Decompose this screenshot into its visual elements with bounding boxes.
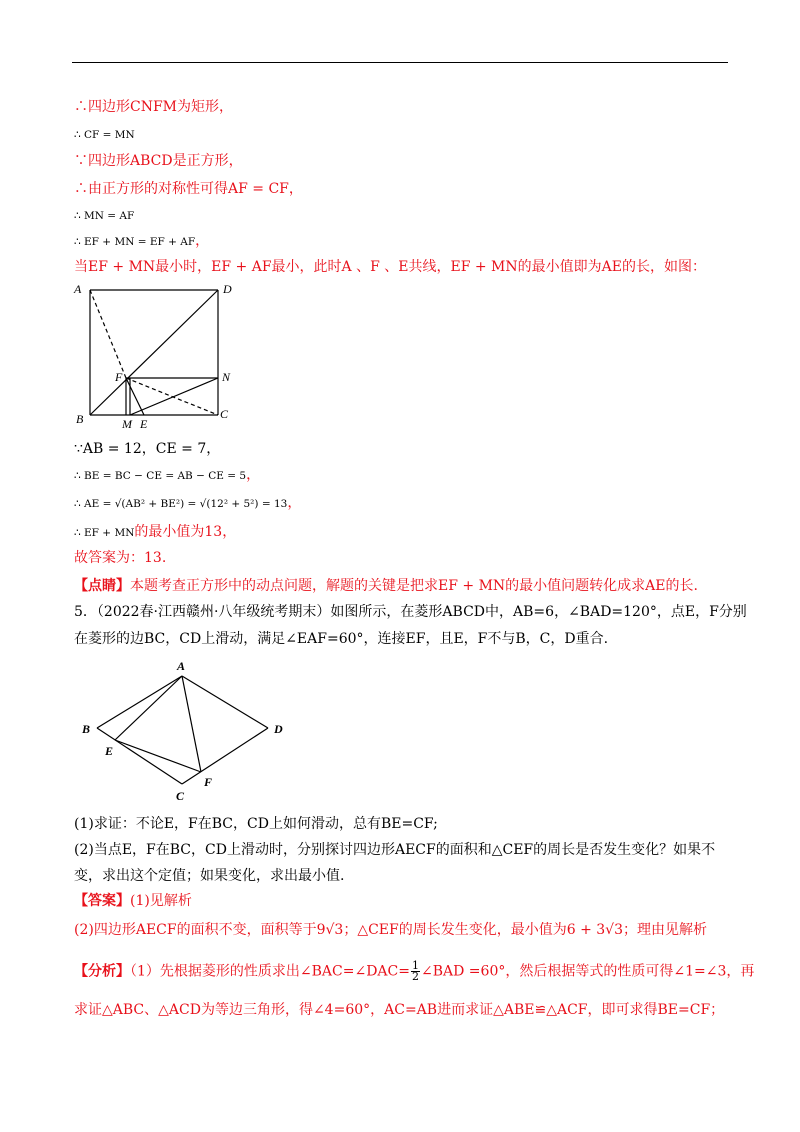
rhombus-label-A: A <box>177 659 186 673</box>
header-rule <box>72 62 728 63</box>
analysis-line2: 求证△ABC、△ACD为等边三角形，得∠4=60°，AC=AB进而求证△ABE≌△ACF，即可求得BE=CF； <box>74 1002 725 1018</box>
line-ae <box>74 494 301 513</box>
label-M: M <box>122 417 132 430</box>
line-symmetry: ∴由正方形的对称性可得AF = CF， <box>74 181 303 197</box>
rhombus-label-C: C <box>176 789 185 803</box>
rhombus-label-E: E <box>105 744 114 758</box>
line-mn-af: ∴ MN = AF <box>74 210 135 222</box>
label-A: A <box>74 282 82 296</box>
rhombus-label-B: B <box>82 722 91 736</box>
line-given-values: ∵AB = 12，CE = 7， <box>74 441 221 457</box>
fraction-denominator: 2 <box>412 970 419 983</box>
dianjing-tag: 【点睛】 <box>74 578 130 594</box>
analysis-tag: 【分析】 <box>74 963 130 980</box>
square-figure <box>70 280 240 430</box>
analysis-line1 <box>74 961 754 982</box>
line-be <box>74 466 260 485</box>
line-square: ∵四边形ABCD是正方形， <box>74 153 243 169</box>
line-rectangle: ∴四边形CNFM为矩形， <box>74 99 234 115</box>
label-F: F <box>115 370 123 384</box>
problem-5-line1: 5．（2022春·江西赣州·八年级统考期末）如图所示，在菱形ABCD中，AB=6，∠BAD=120°，点E，F分别 <box>74 604 747 620</box>
label-D: D <box>223 282 232 296</box>
question-1: (1)求证：不论E，F在BC，CD上如何滑动，总有BE=CF; <box>74 816 438 832</box>
answer-line <box>74 892 192 910</box>
fraction-numerator: 1 <box>412 959 419 972</box>
line-minimum-condition: 当EF + MN最小时，EF + AF最小，此时A 、F 、E共线，EF + MN的最小值即为AE的长，如图： <box>74 259 706 275</box>
line-cf-mn: ∴ CF = MN <box>74 129 135 141</box>
answer-part-1: (1)见解析 <box>130 893 192 909</box>
answer-part-2: (2)四边形AECF的面积不变，面积等于9√3；△CEF的周长发生变化，最小值为6 + 3√3；理由见解析 <box>74 922 708 938</box>
question-2-line1: (2)当点E，F在BC，CD上滑动时，分别探讨四边形AECF的面积和△CEF的周长是否发生变化？如果不 <box>74 842 716 858</box>
rhombus-figure <box>78 656 298 806</box>
line-be-punct: ， <box>246 467 261 483</box>
analysis-text-a: （1）先根据菱形的性质求出∠BAC=∠DAC= <box>130 963 410 980</box>
line-sum-equal <box>74 232 209 251</box>
line-be-math: ∴ BE = BC − CE = AB − CE = 5 <box>74 470 247 482</box>
line-ae-math: ∴ AE = √(AB² + BE²) = √(12² + 5²) = 13 <box>74 498 288 510</box>
half-fraction <box>411 961 420 982</box>
line-ae-punct: ， <box>287 495 302 511</box>
dianjing-text: 本题考查正方形中的动点问题，解题的关键是把求EF + MN的最小值问题转化成求AE的长. <box>130 578 698 594</box>
label-E: E <box>140 417 148 430</box>
label-B: B <box>76 412 84 426</box>
line-dianjing <box>74 577 698 595</box>
question-2-line2: 变，求出这个定值；如果变化，求出最小值. <box>74 868 345 884</box>
problem-5-line2: 在菱形的边BC，CD上滑动，满足∠EAF=60°，连接EF，且E，F不与B，C，D重合. <box>74 631 609 647</box>
line-minimum-13-text: 的最小值为13， <box>134 524 237 540</box>
line-minimum-13-math: ∴ EF + MN <box>74 527 135 539</box>
line-answer-13: 故答案为：13. <box>74 550 167 566</box>
line-sum-equal-math: ∴ EF + MN = EF + AF <box>74 236 196 248</box>
answer-tag: 【答案】 <box>74 893 130 909</box>
line-sum-equal-punct: ， <box>195 233 210 249</box>
label-C: C <box>220 407 229 421</box>
analysis-text-b: ∠BAD =60°，然后根据等式的性质可得∠1=∠3，再 <box>421 963 755 980</box>
rhombus-label-D: D <box>274 722 283 736</box>
label-N: N <box>222 370 231 384</box>
rhombus-label-F: F <box>204 775 213 789</box>
line-minimum-13 <box>74 523 236 542</box>
